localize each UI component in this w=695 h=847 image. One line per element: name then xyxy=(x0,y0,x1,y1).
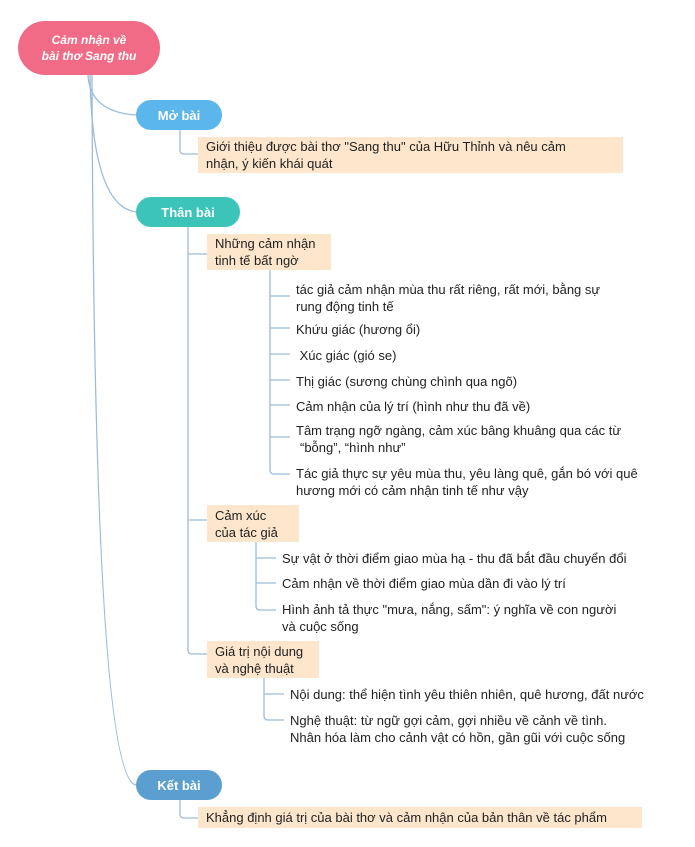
conclusion-label: Kết bài xyxy=(157,777,201,793)
list-item-line: Thị giác (sương chùng chình qua ngõ) xyxy=(296,374,518,389)
body-group2-box[interactable] xyxy=(207,505,299,542)
list-item[interactable] xyxy=(290,712,625,746)
group1-title-line1: Những cảm nhận xyxy=(215,236,316,251)
conclusion-node[interactable] xyxy=(136,770,222,800)
intro-text-line1: Giới thiệu được bài thơ "Sang thu" của Hữu Thỉnh và nêu cảm xyxy=(206,139,566,154)
group3-trunk xyxy=(264,678,284,720)
list-item-line: Nhân hóa làm cho cảnh vật có hồn, gần gũi với cuộc sống xyxy=(290,730,626,745)
group1-trunk xyxy=(270,270,290,474)
list-item[interactable] xyxy=(296,281,600,315)
root-to-intro-line xyxy=(88,75,136,115)
list-item[interactable] xyxy=(296,373,517,390)
intro-text-line2: nhận, ý kiến khái quát xyxy=(206,156,333,171)
intro-connector xyxy=(180,130,198,154)
body-trunk xyxy=(188,227,207,654)
root-to-body-line xyxy=(90,75,136,212)
body-node[interactable] xyxy=(136,197,240,227)
list-item[interactable] xyxy=(282,601,616,635)
group2-title-line2: của tác giả xyxy=(215,525,278,540)
body-group1-box[interactable] xyxy=(207,234,331,270)
list-item-line: và cuộc sống xyxy=(282,619,359,634)
intro-node[interactable] xyxy=(136,100,222,130)
list-item[interactable] xyxy=(296,422,621,456)
list-item[interactable] xyxy=(296,347,396,364)
root-title-line1: Cảm nhận về xyxy=(51,33,127,47)
root-to-conclusion-line xyxy=(92,75,136,785)
body-group3-box[interactable] xyxy=(207,641,319,678)
list-item[interactable] xyxy=(282,575,566,592)
list-item-line: Nghệ thuật: từ ngữ gợi cảm, gợi nhiều về cảnh về tình. xyxy=(290,713,608,728)
list-item-line: Tác giả thực sự yêu mùa thu, yêu làng quê, gắn bó với quê xyxy=(296,466,638,481)
list-item-line: Cảm nhận của lý trí (hình như thu đã về) xyxy=(296,399,531,414)
list-item-line: rung động tinh tế xyxy=(296,299,394,314)
list-item[interactable] xyxy=(282,550,626,567)
conclusion-connector xyxy=(180,800,198,818)
body-label: Thân bài xyxy=(161,204,215,220)
list-item[interactable] xyxy=(296,398,530,415)
list-item-line: Khứu giác (hương ổi) xyxy=(296,322,421,337)
list-item[interactable] xyxy=(296,465,638,499)
group3-title-line1: Giá trị nội dung xyxy=(215,644,304,659)
list-item[interactable] xyxy=(290,686,644,703)
list-item-line: Sự vật ở thời điểm giao mùa hạ - thu đã bắt đầu chuyển đổi xyxy=(282,551,627,566)
list-item-line: Hình ảnh tả thực "mưa, nắng, sấm": ý nghĩa về con người xyxy=(282,602,617,617)
list-item-line: Xúc giác (gió se) xyxy=(296,348,397,363)
intro-text-box[interactable] xyxy=(198,137,623,173)
conclusion-text-box[interactable] xyxy=(198,807,642,828)
list-item-line: “bỗng”, “hình như” xyxy=(300,440,406,455)
list-item-line: Tâm trạng ngỡ ngàng, cảm xúc bâng khuâng qua các từ xyxy=(296,423,622,438)
list-item-line: hương mới có cảm nhận tinh tế như vậy xyxy=(296,483,529,498)
list-item[interactable] xyxy=(296,321,420,338)
list-item-line: Nội dung: thể hiện tình yêu thiên nhiên, quê hương, đất nước xyxy=(290,687,644,702)
list-item-line: Cảm nhận về thời điểm giao mùa dần đi vào lý trí xyxy=(282,576,566,591)
list-item-line: tác giả cảm nhận mùa thu rất riêng, rất mới, bằng sự xyxy=(296,282,601,297)
group2-trunk xyxy=(256,542,276,610)
root-node[interactable] xyxy=(18,21,160,75)
group1-title-line2: tinh tế bất ngờ xyxy=(215,253,299,268)
intro-label: Mở bài xyxy=(157,107,201,123)
group3-title-line2: và nghệ thuật xyxy=(215,661,294,676)
root-title-line2: bài thơ Sang thu xyxy=(41,49,137,63)
group2-title-line1: Cảm xúc xyxy=(215,508,267,523)
conclusion-text: Khẳng định giá trị của bài thơ và cảm nhận của bản thân về tác phẩm xyxy=(206,810,607,825)
